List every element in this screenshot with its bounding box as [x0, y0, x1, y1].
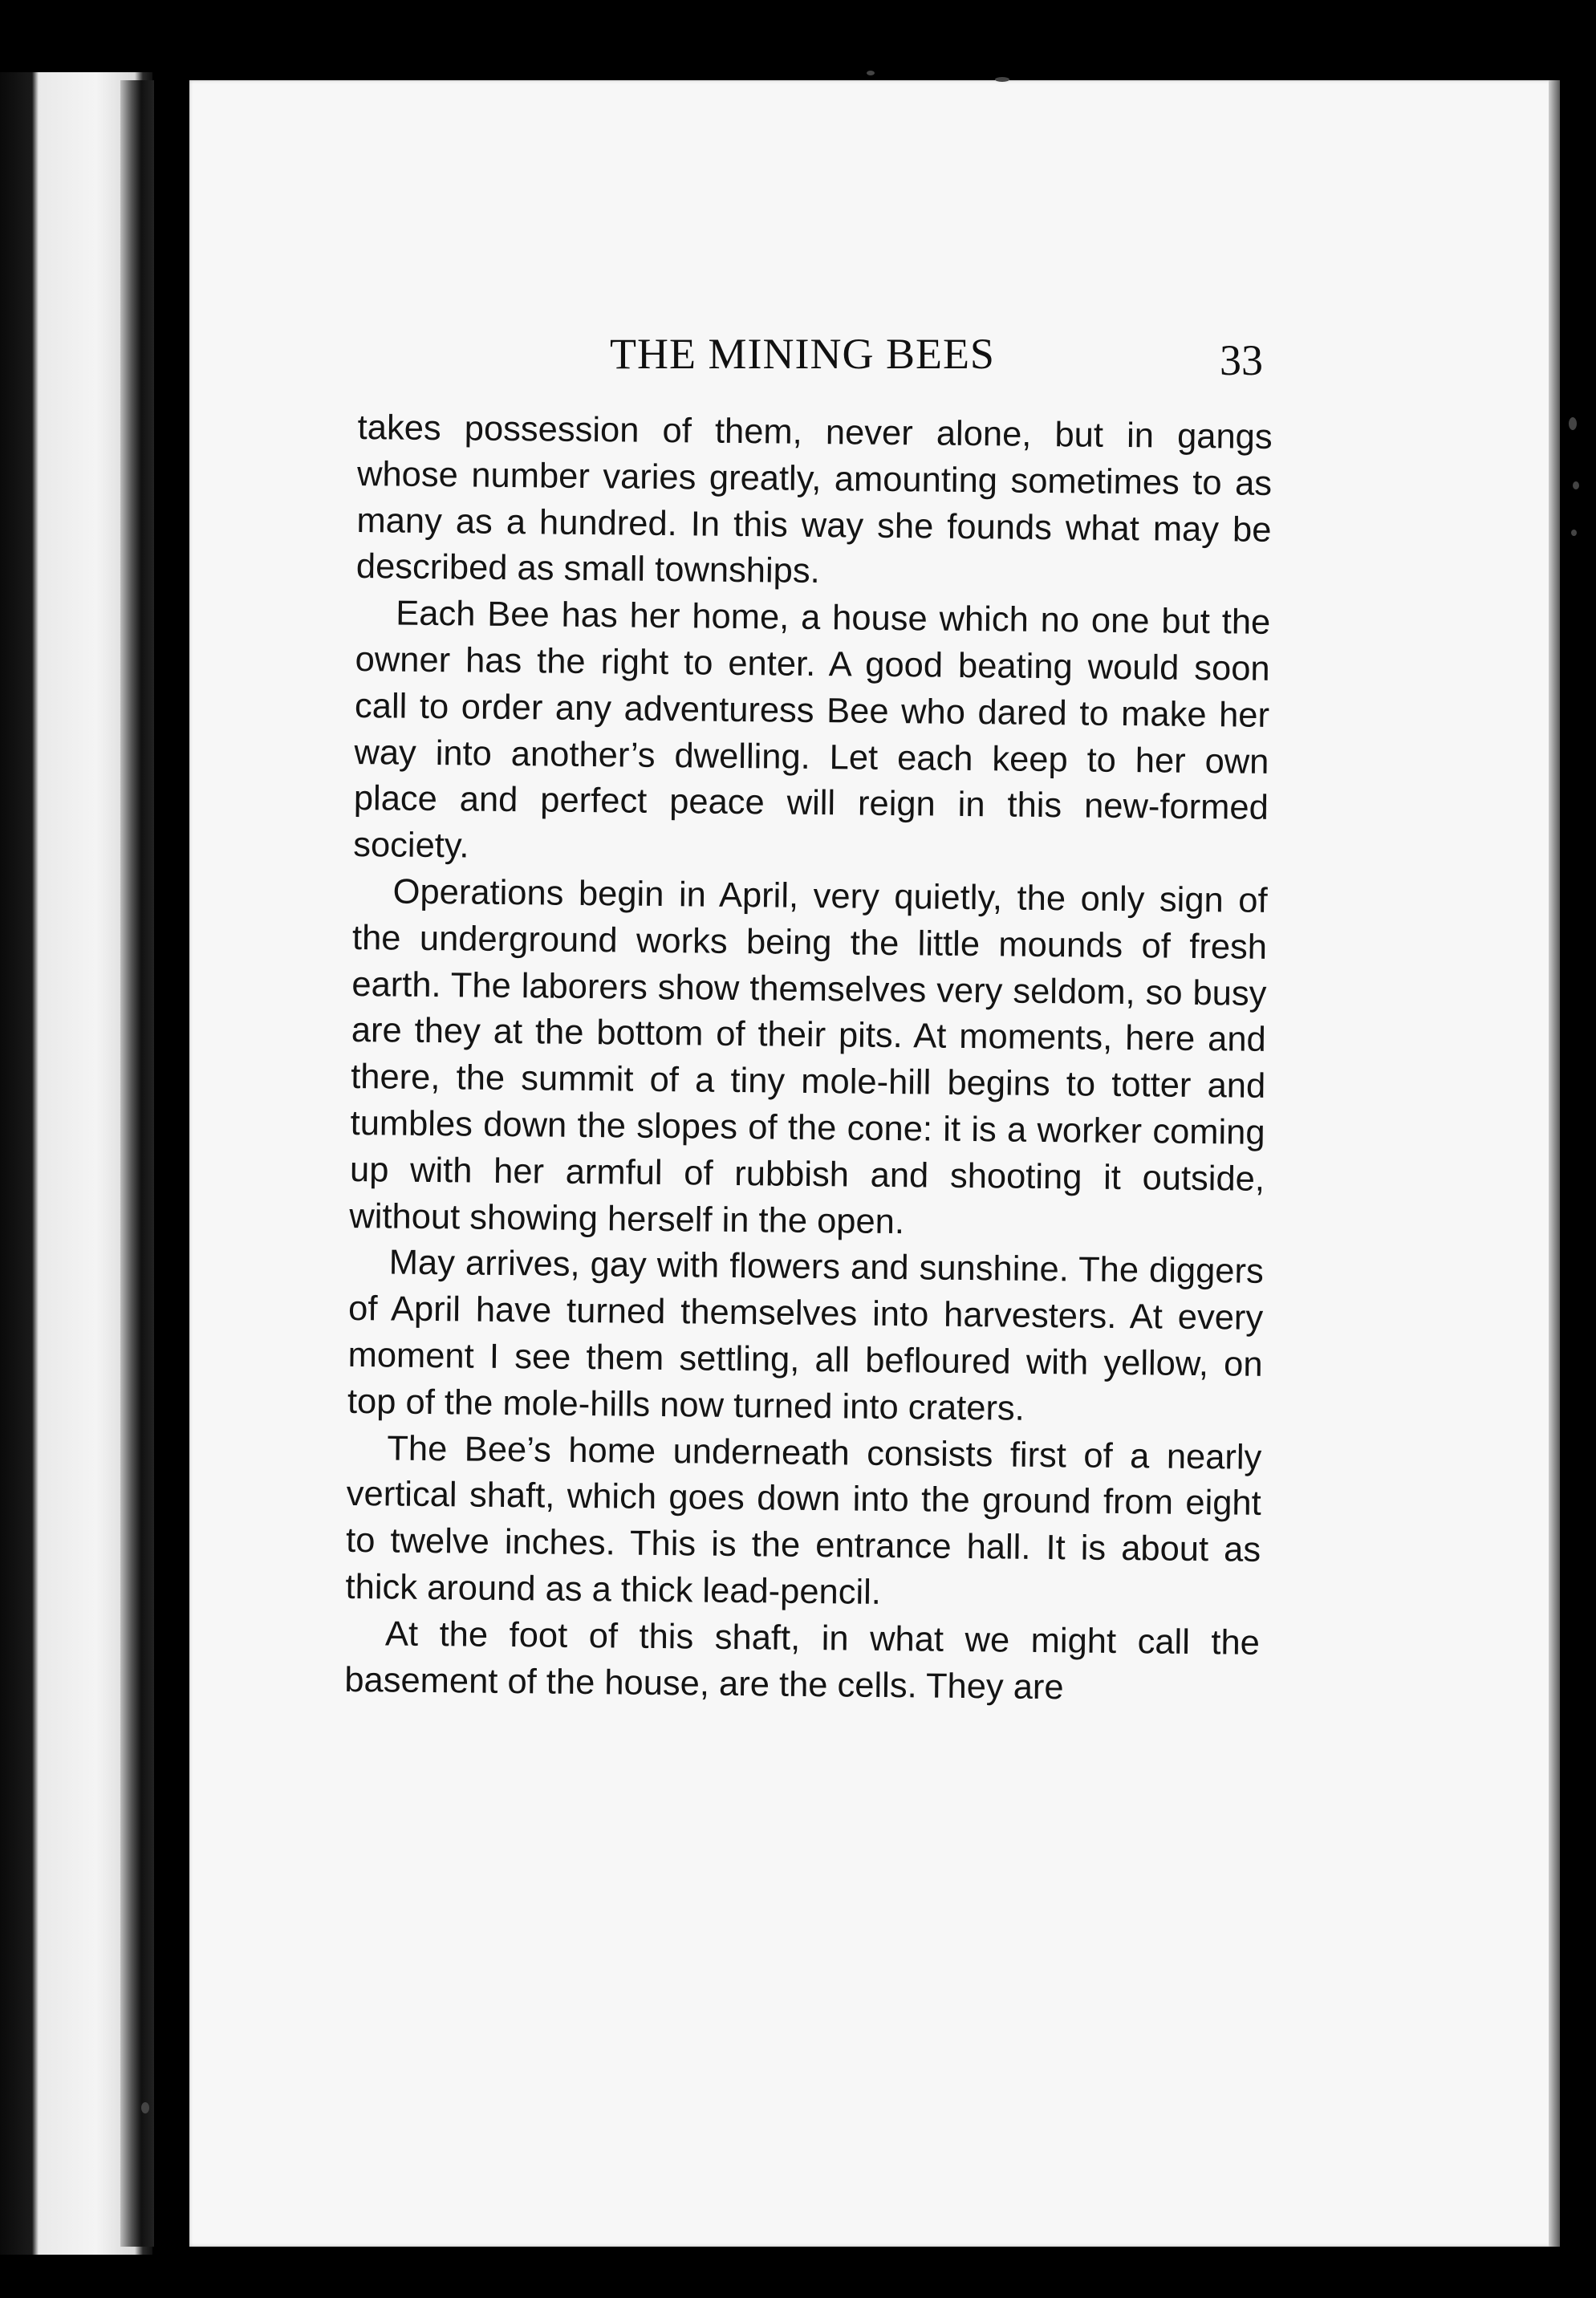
paragraph: Each Bee has her home, a house which no one but the owner has the right to enter. A good beating would soon call to order any adventuress Bee who dared to make her way into another’s dwelling. Let each keep to her own place and perfect peace will reign in this new-formed society.	[353, 594, 1271, 866]
running-head	[0, 329, 1596, 393]
scan-speck	[1571, 530, 1577, 536]
book-spine-edge	[120, 80, 154, 2247]
page-right-edge	[1549, 80, 1560, 2247]
scan-speck	[867, 71, 875, 75]
page-number: 33	[1220, 336, 1263, 384]
scan-speck	[1569, 417, 1577, 430]
paragraph: takes possession of them, never alone, but in gangs whose number varies greatly, amounting sometimes to as many as a hundred. In this way she founds what may be described as small townships.	[355, 408, 1273, 591]
paragraph: The Bee’s home underneath consists first of a nearly vertical shaft, which goes down into the ground from eight to twelve inches. This is the entrance hall. It is about as thick around as a thick lead-pencil.	[345, 1428, 1262, 1612]
running-title: THE MINING BEES	[610, 330, 995, 378]
paragraph: Operations begin in April, very quietly, the only sign of the underground works being the little mounds of fresh earth. The laborers show themselves very seldom, so busy are they at the bottom of their pits. At moments, here and there, the summit of a tiny mole-hill begins to totter and tumbles down the slopes of the cone: it is a worker coming up with her armful of rubbish and shooting it outside, without showing herself in the open.	[349, 872, 1268, 1241]
paragraph: May arrives, gay with flowers and sunshine. The diggers of April have turned themselves into harvesters. At every moment I see them settling, all befloured with yellow, on top of the mole-hills now turned into craters.	[347, 1243, 1265, 1428]
scan-speck	[995, 77, 1009, 82]
scan-speck	[1573, 481, 1579, 489]
paragraph: At the foot of this shaft, in what we might call the basement of the house, are the cells. They are	[344, 1614, 1261, 1707]
scan-speck	[141, 2102, 149, 2113]
body-text	[344, 405, 1273, 1713]
